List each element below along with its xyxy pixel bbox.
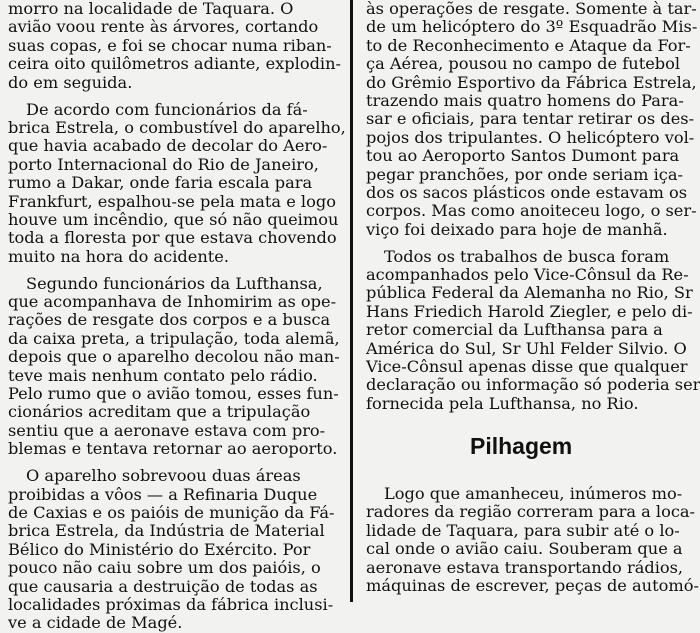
paragraph-3	[8, 273, 340, 459]
text-line: Frankfurt, espalhou-se pela mata e logo	[8, 191, 336, 211]
text-line: cionários acreditam que a tripulação	[8, 402, 311, 422]
text-line: do em seguida.	[8, 72, 133, 92]
text-line: Logo que amanheceu, inúmeros mo-	[384, 484, 683, 503]
text-line: da caixa preta, a tripulação, toda alemã,	[8, 328, 340, 348]
text-line: ceira oito quilômetros adiante, explodin-	[8, 54, 342, 74]
text-line: De acordo com funcionários da fá-	[26, 99, 308, 119]
paragraph-6	[366, 246, 700, 414]
text-line: toda a floresta por que estava chovendo	[8, 228, 337, 248]
text-line: pública Federal da Alemanha no Rio, Sr	[366, 283, 693, 303]
text-line: às operações de resgate. Somente à tar-	[366, 0, 697, 18]
text-line: de um helicóptero do 3º Esquadrão Mis-	[366, 17, 698, 37]
text-line: declaração ou informação só poderia ser	[366, 375, 700, 395]
text-line: Bélico do Ministério do Exército. Por	[8, 539, 311, 559]
text-line: porto Internacional do Rio de Janeiro,	[8, 154, 319, 174]
text-line: que havia acabado de decolar do Aero-	[8, 136, 328, 156]
text-line: de Caxias e os paióis de munição da Fá-	[8, 502, 335, 522]
paragraph-4	[8, 467, 336, 633]
paragraph-2	[8, 99, 346, 267]
text-line: rações de resgate dos corpos e a busca	[8, 310, 331, 330]
text-line: proibidas a vôos — a Refinaria Duque	[8, 484, 318, 504]
section-heading: Pilhagem	[470, 433, 573, 459]
text-line: pegar pranchões, por onde seriam iça-	[366, 164, 683, 184]
text-line: máquinas de escrever, peças de automó-	[366, 575, 699, 595]
text-line: morro na localidade de Taquara. O	[8, 0, 294, 18]
text-line: fornecida pela Lufthansa, no Rio.	[366, 393, 639, 413]
text-line: viço foi deixado para hoje de manhã.	[366, 219, 668, 239]
text-line: acompanhados pelo Vice-Cônsul da Re-	[366, 265, 689, 285]
text-line: Todos os trabalhos de busca foram	[384, 246, 670, 266]
text-line: Pelo rumo que o avião tomou, esses fun-	[8, 384, 339, 403]
paragraph-5	[366, 0, 698, 239]
text-line: localidades próximas da fábrica inclusi-	[8, 594, 334, 614]
text-line: que causaria a destruição de todas as	[8, 576, 318, 596]
text-line: cal onde o avião caiu. Souberam que a	[366, 539, 683, 559]
text-line: blemas e tentava retornar ao aeroporto.	[8, 439, 338, 459]
right-column	[366, 0, 700, 413]
text-line: ça Aérea, pousou no campo de futebol	[366, 54, 681, 74]
text-line: pouco não caiu sobre um dos paióis, o	[8, 558, 321, 578]
text-line: aeronave estava transportando rádios,	[366, 557, 684, 577]
text-line: houve um incêndio, que só não queimou	[8, 209, 339, 229]
text-line: sar e oficiais, para tentar retirar os des-	[366, 109, 695, 129]
text-line: suas copas, e foi se chocar numa riban-	[8, 35, 332, 55]
text-line: do Grêmio Esportivo da Fábrica Estrela,	[366, 72, 697, 92]
text-line: Hans Friedich Harold Ziegler, e pelo di-	[366, 301, 693, 321]
text-line: depois que o aparelho decolou não man-	[8, 347, 340, 367]
text-line: retor comercial da Lufthansa para a	[366, 320, 663, 340]
left-column	[8, 0, 346, 633]
column-divider	[350, 0, 353, 602]
text-line: dos os sacos plásticos onde estavam os	[366, 182, 688, 202]
text-line: radores da região correram para a loca-	[366, 502, 696, 522]
text-line: trazendo mais quatro homens do Para-	[366, 90, 684, 110]
text-line: América do Sul, Sr Uhl Felder Silvio. O	[366, 338, 687, 358]
text-line: Vice-Cônsul apenas disse que qualquer	[366, 357, 688, 377]
text-line: sentiu que a aeronave estava com pro-	[8, 420, 326, 440]
paragraph-7	[366, 484, 699, 595]
text-line: avião voou rente às árvores, cortando	[8, 17, 319, 37]
text-line: muito na hora do acidente.	[8, 246, 230, 266]
text-line: pojos dos tripulantes. O helicóptero vol-	[366, 127, 695, 147]
text-line: ve a cidade de Magé.	[8, 613, 183, 633]
text-line: lidade de Taquara, para subir até o lo-	[366, 520, 680, 540]
text-line: O aparelho sobrevoou duas áreas	[26, 466, 301, 486]
text-line: corpos. Mas como anoiteceu logo, o ser-	[366, 201, 697, 221]
text-line: teve mais nenhum contato pelo rádio.	[8, 365, 318, 385]
text-line: rumo a Dakar, onde faria escala para	[8, 173, 313, 193]
text-line: que acompanhava de Inhomirim as ope-	[8, 292, 337, 312]
text-line: brica Estrela, o combustível do aparelho,	[8, 117, 346, 137]
text-line: tou ao Aeroporto Santos Dumont para	[366, 146, 680, 166]
text-line: to de Reconhecimento e Ataque da For-	[366, 35, 691, 55]
text-line: brica Estrela, da Indústria de Material	[8, 521, 325, 541]
paragraph-1	[8, 0, 342, 92]
text-line: Segundo funcionários da Lufthansa,	[26, 273, 323, 293]
